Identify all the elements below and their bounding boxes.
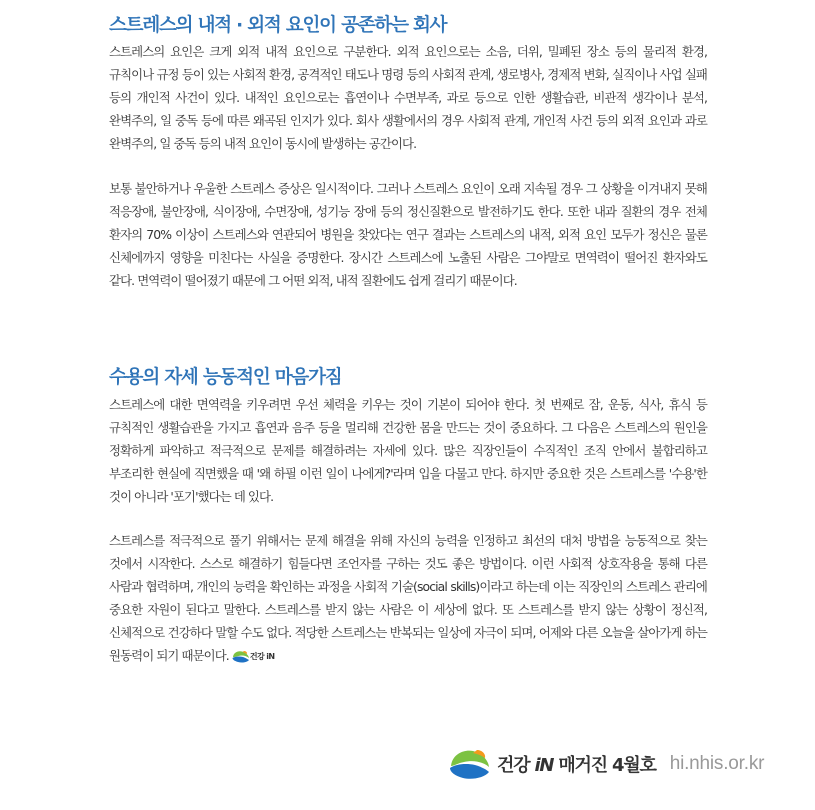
section-heading-factors: 스트레스의 내적 · 외적 요인이 공존하는 회사 xyxy=(109,15,447,36)
website-url: hi.nhis.or.kr xyxy=(669,753,765,774)
paragraph: 스트레스의 요인은 크게 외적 내적 요인으로 구분한다. 외적 요인으로는 소음, 더위, 밀폐된 장소 등의 물리적 환경, 규칙이나 규정 등이 있는 사회적 환경, 공격적인 태도나 명령 등의 사회적 관계, 생로병사, 경제적 변화, 실직이나 사업 실패 등의 개인적 사건이 있다. 내적인 요인으로는 흡연이나 수면부족, 과로 등으로 인한 생활습관, 비관적 생각이나 분석, 완벽주의, 일 중독 등에 따른 왜곡된 인지가 있다. 회사 생활에서의 경우 사회적 관계, 개인적 사건 등의 외적 요인과 과로 완벽주의, 일 중독 등의 내적 요인이 동시에 발생하는 공간이다. xyxy=(109,44,707,152)
brand-suffix: 매거진 4월호 xyxy=(553,755,656,776)
brand-in: iN xyxy=(534,755,554,776)
magazine-title xyxy=(497,751,656,777)
health-in-logo-icon xyxy=(449,748,491,780)
paragraph-with-end-logo xyxy=(109,529,707,669)
paragraph: 보통 불안하거나 우울한 스트레스 증상은 일시적이다. 그러나 스트레스 요인이 오래 지속될 경우 그 상황을 이겨내지 못해 적응장애, 불안장애, 식이장애, 수면장애, 성기능 장애 등의 정신질환으로 발전하기도 한다. 또한 내과 질환의 경우 전체 환자의 70% 이상이 스트레스와 연관되어 병원을 찾았다는 연구 결과는 스트레스의 내적, 외적 요인 모두가 정신은 물론 신체에까지 영향을 미친다는 사실을 증명한다. 장시간 스트레스에 노출된 사람은 그야말로 면역력이 떨어진 환자와도 같다. 면역력이 떨어졌기 때문에 그 어떤 외적, 내적 질환에도 쉽게 걸리기 때문이다. xyxy=(109,181,708,289)
end-mark-logo-text: 건강 iN xyxy=(249,651,275,661)
magazine-footer xyxy=(449,746,764,782)
brand-prefix: 건강 xyxy=(497,755,535,776)
paragraph-text: 스트레스를 적극적으로 풀기 위해서는 문제 해결을 위해 자신의 능력을 인정하고 최선의 대처 방법을 능동적으로 찾는 것에서 시작한다. 스스로 해결하기 힘들다면 조언자를 구하는 것도 좋은 방법이다. 이런 사회적 상호작용을 통해 다른 사람과 협력하며, 개인의 능력을 확인하는 과정을 사회적 기술(social skills)이라고 하는데 이는 직장인의 스트레스 관리에 중요한 자원이 된다고 말한다. 스트레스를 받지 않는 사람은 이 세상에 없다. 또 스트레스를 받지 않는 상황이 정신적, 신체적으로 건강하다 말할 수도 없다. 적당한 스트레스는 반복되는 일상에 자극이 되며, 어제와 다른 오늘을 살아가게 하는 원동력이 되기 때문이다. xyxy=(109,533,707,664)
health-in-logo-icon xyxy=(232,650,250,663)
end-mark-logo xyxy=(232,644,275,668)
section-heading-attitude: 수용의 자세 능동적인 마음가짐 xyxy=(109,367,342,388)
paragraph: 스트레스에 대한 면역력을 키우려면 우선 체력을 키우는 것이 기본이 되어야 한다. 첫 번째로 잠, 운동, 식사, 휴식 등 규칙적인 생활습관을 가지고 흡연과 음주 등을 멀리해 건강한 몸을 만드는 것이 중요하다. 그 다음은 스트레스의 원인을 정확하게 파악하고 적극적으로 문제를 해결하려는 자세에 있다. 많은 직장인들이 수직적인 조직 안에서 불합리하고 부조리한 현실에 직면했을 때 '왜 하필 이런 일이 나에게?'라며 입을 다물고 만다. 하지만 중요한 것은 스트레스를 '수용'한 것이 아니라 '포기'했다는 데 있다. xyxy=(109,397,707,505)
